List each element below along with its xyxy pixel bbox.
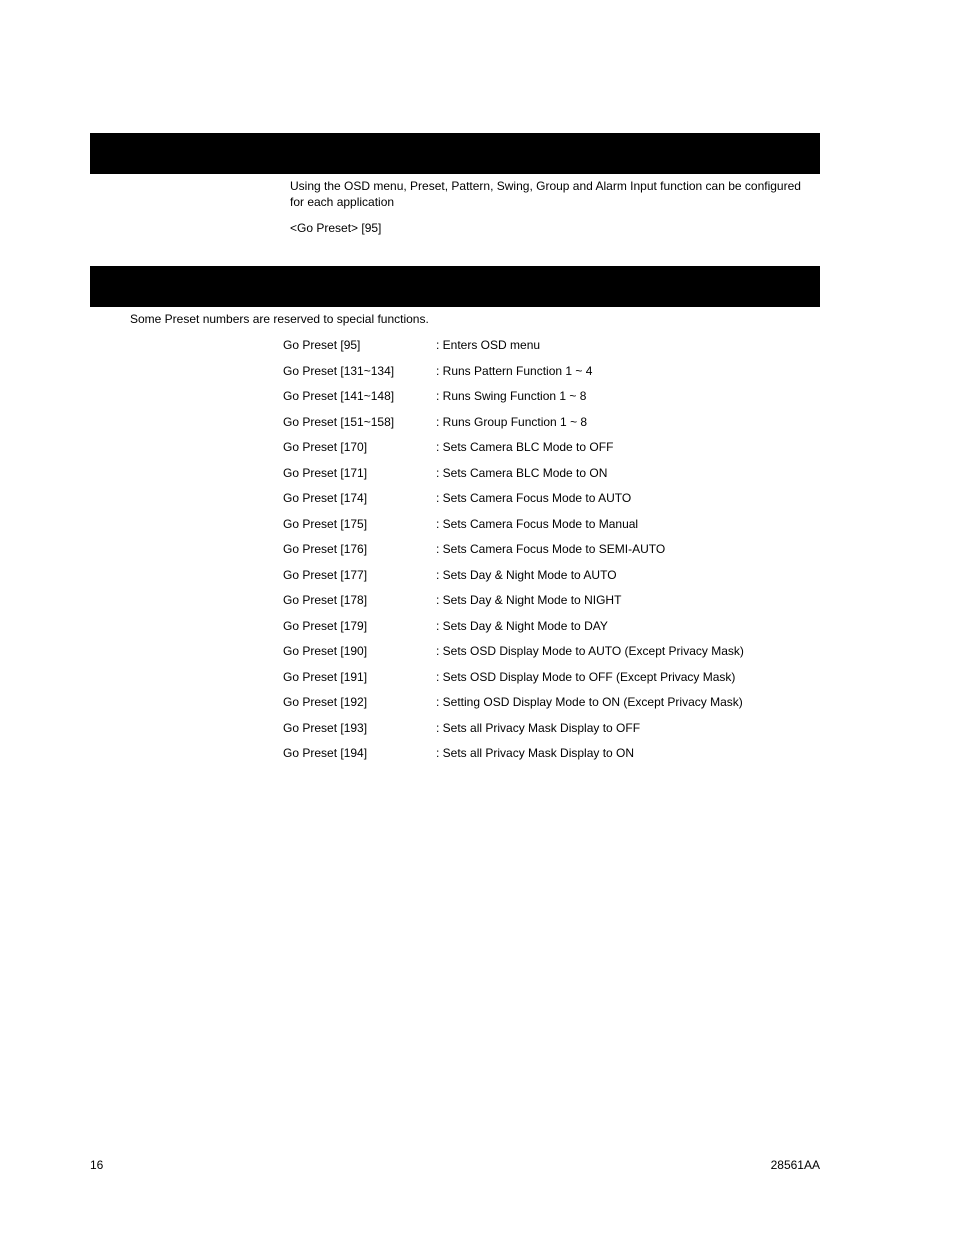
preset-function: : Runs Group Function 1 ~ 8: [436, 414, 588, 429]
go-preset-command: <Go Preset> [95]: [290, 221, 382, 235]
preset-command: Go Preset [131~134]: [283, 363, 395, 378]
table-row: [283, 618, 803, 644]
preset-command: Go Preset [171]: [283, 465, 368, 480]
preset-function: : Sets OSD Display Mode to AUTO (Except Privacy Mask): [436, 644, 744, 658]
preset-command: Go Preset [177]: [283, 567, 368, 582]
preset-command: Go Preset [170]: [283, 440, 368, 454]
preset-command: Go Preset [192]: [283, 695, 368, 709]
preset-function: : Runs Pattern Function 1 ~ 4: [436, 363, 593, 378]
preset-function: : Sets Camera BLC Mode to OFF: [436, 440, 614, 454]
table-row: [283, 388, 803, 414]
preset-command: Go Preset [190]: [283, 644, 368, 658]
table-row: [283, 465, 803, 491]
preset-function: : Setting OSD Display Mode to ON (Except Privacy Mask): [436, 695, 743, 709]
reserved-presets-table: [283, 337, 803, 771]
preset-command: Go Preset [191]: [283, 669, 368, 684]
table-row: [283, 643, 803, 669]
table-row: [283, 720, 803, 746]
preset-command: Go Preset [178]: [283, 593, 368, 607]
table-row: [283, 745, 803, 771]
table-row: [283, 694, 803, 720]
table-row: [283, 567, 803, 593]
preset-command: Go Preset [151~158]: [283, 414, 395, 429]
reserved-presets-note: Some Preset numbers are reserved to special functions.: [130, 312, 429, 326]
preset-function: : Sets Day & Night Mode to NIGHT: [436, 593, 622, 607]
preset-function: : Sets all Privacy Mask Display to ON: [436, 746, 635, 760]
table-row: [283, 363, 803, 389]
preset-function: : Sets OSD Display Mode to OFF (Except Privacy Mask): [436, 669, 736, 684]
preset-function: : Sets Day & Night Mode to AUTO: [436, 567, 617, 582]
table-row: [283, 516, 803, 542]
preset-command: Go Preset [175]: [283, 516, 368, 531]
preset-command: Go Preset [141~148]: [283, 389, 395, 403]
table-row: [283, 541, 803, 567]
preset-function: : Enters OSD menu: [436, 338, 541, 352]
table-row: [283, 490, 803, 516]
table-row: [283, 439, 803, 465]
preset-command: Go Preset [193]: [283, 720, 368, 735]
preset-command: Go Preset [174]: [283, 491, 368, 505]
table-row: [283, 337, 803, 363]
preset-command: Go Preset [194]: [283, 746, 368, 760]
preset-command: Go Preset [179]: [283, 618, 368, 633]
intro-paragraph: Using the OSD menu, Preset, Pattern, Swing, Group and Alarm Input function can be configured for each application: [290, 179, 801, 209]
section-header-bar: [90, 133, 820, 174]
preset-command: Go Preset [95]: [283, 338, 361, 352]
preset-function: : Sets Camera Focus Mode to Manual: [436, 516, 639, 531]
section-header-bar: [90, 266, 820, 307]
preset-function: : Runs Swing Function 1 ~ 8: [436, 389, 587, 403]
table-row: [283, 669, 803, 695]
preset-function: : Sets Camera BLC Mode to ON: [436, 465, 608, 480]
table-row: [283, 592, 803, 618]
preset-command: Go Preset [176]: [283, 542, 368, 556]
preset-function: : Sets Day & Night Mode to DAY: [436, 618, 608, 633]
preset-function: : Sets Camera Focus Mode to SEMI-AUTO: [436, 542, 666, 556]
preset-function: : Sets Camera Focus Mode to AUTO: [436, 491, 632, 505]
preset-function: : Sets all Privacy Mask Display to OFF: [436, 720, 641, 735]
document-code: 28561AA: [770, 1158, 820, 1172]
page-number: 16: [90, 1158, 104, 1172]
table-row: [283, 414, 803, 440]
